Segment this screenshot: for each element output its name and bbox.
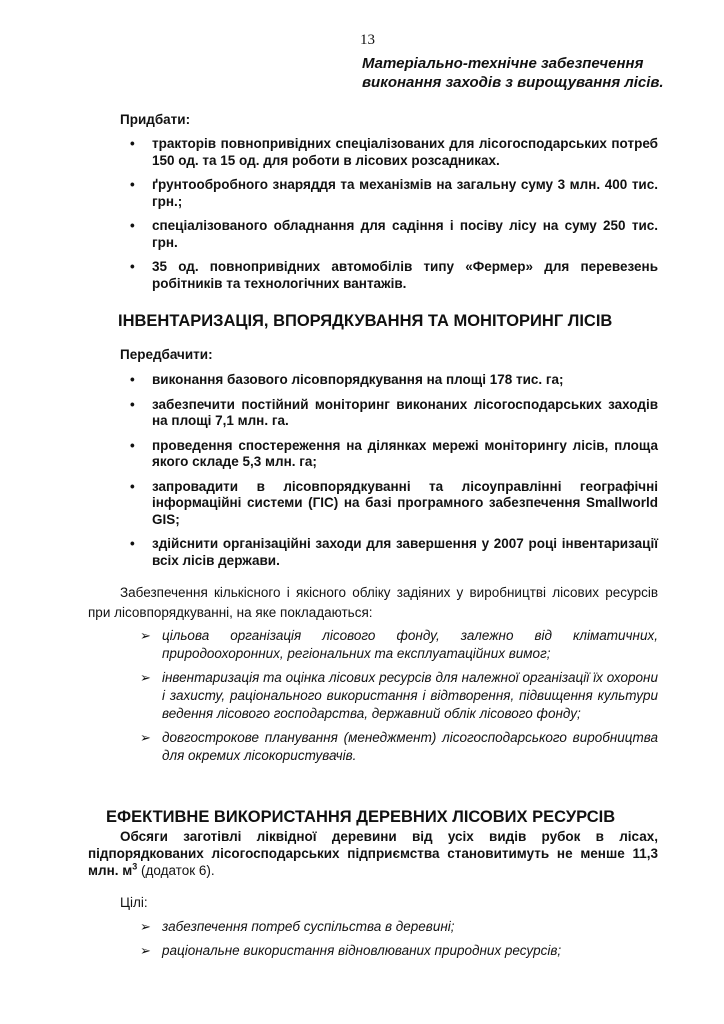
bullet-icon: • <box>130 536 135 551</box>
list-item: ➢ інвентаризація та оцінка лісових ресурсів для належної організації їх охорони і захисту, раціонального використання і відтворення, підвищення культури ведення лісового господарства, державний облік лісового фонду; <box>140 670 658 721</box>
list-item: • забезпечити постійний моніторинг виконаних лісогосподарських заходів на площі 7,1 млн. га. <box>130 396 658 428</box>
arrow-list <box>140 627 658 771</box>
inventory-paragraph: Забезпечення кількісного і якісного обліку задіяних у виробництві лісових ресурсів при лісовпорядкуванні, на яке покладаються: <box>88 585 658 620</box>
list-item: • виконання базового лісовпорядкування на площі 178 тис. га; <box>130 372 564 387</box>
list-item: • проведення спостереження на ділянках мережі моніторингу лісів, площа якого складе 5,3 млн. га; <box>130 437 658 469</box>
list-item: • тракторів повнопривідних спеціалізованих для лісогосподарських потреб 150 од. та 15 од. для роботи в лісових розсадниках. <box>130 136 658 168</box>
goals-label: Цілі: <box>120 895 148 910</box>
section-heading-wood-resources: ЕФЕКТИВНЕ ВИКОРИСТАННЯ ДЕРЕВНИХ ЛІСОВИХ РЕСУРСІВ <box>106 808 616 826</box>
arrow-bullet-icon: ➢ <box>140 943 151 958</box>
list-item: ➢ забезпечення потреб суспільства в деревині; <box>140 919 455 934</box>
bullet-icon: • <box>130 136 135 151</box>
bullet-icon: • <box>130 177 135 192</box>
page-number: 13 <box>360 32 375 48</box>
list-item: • здійснити організаційні заходи для завершення у 2007 році інвентаризації всіх лісів держави. <box>130 536 658 568</box>
provide-label: Передбачити: <box>120 347 213 362</box>
list-item: ➢ раціональне використання відновлюваних природних ресурсів; <box>140 943 562 958</box>
section-heading-inventory: ІНВЕНТАРИЗАЦІЯ, ВПОРЯДКУВАННЯ ТА МОНІТОРИНГ ЛІСІВ <box>118 312 613 330</box>
bullet-icon: • <box>130 218 135 233</box>
bullet-icon: • <box>130 396 135 412</box>
list-item: ➢ довгострокове планування (менеджмент) лісогосподарського виробництва для окремих лісокористувачів. <box>140 730 658 763</box>
arrow-bullet-icon: ➢ <box>140 670 151 685</box>
arrow-bullet-icon: ➢ <box>140 628 151 643</box>
section-side-title: Матеріально-технічне забезпечення виконання заходів з вирощування лісів. <box>362 55 664 91</box>
bullet-icon: • <box>130 437 135 453</box>
list-item: • спеціалізованого обладнання для садіння і посіву лісу на суму 250 тис. грн. <box>130 218 658 250</box>
list-item: • 35 од. повнопривідних автомобілів типу «Фермер» для перевезень робітників та технологічних вантажів. <box>130 259 658 291</box>
provide-list <box>130 372 658 577</box>
harvest-paragraph: Обсяги заготівлі ліквідної деревини від усіх видів рубок в лісах, підпорядкованих лісогосподарських підприємства становитимуть не менше 11,3 млн. $м^3$ (додаток 6). <box>88 829 658 878</box>
list-item: ➢ цільова організація лісового фонду, залежно від кліматичних, природоохоронних, регіональних та експлуатаційних вимог; <box>140 628 658 661</box>
goals-list <box>140 918 658 966</box>
list-item: • ґрунтообробного знаряддя та механізмів на загальну суму 3 млн. 400 тис. грн.; <box>130 177 658 209</box>
list-item: • запровадити в лісовпорядкуванні та лісоуправлінні географічні інформаційні системи (ГІС) на базі програмного забезпечення Smallworld GIS; <box>130 478 658 527</box>
arrow-bullet-icon: ➢ <box>140 919 151 934</box>
acquire-label: Придбати: <box>120 112 191 127</box>
bullet-icon: • <box>130 372 135 387</box>
bullet-icon: • <box>130 478 135 494</box>
acquire-list <box>130 136 658 300</box>
arrow-bullet-icon: ➢ <box>140 730 151 745</box>
bullet-icon: • <box>130 259 135 274</box>
